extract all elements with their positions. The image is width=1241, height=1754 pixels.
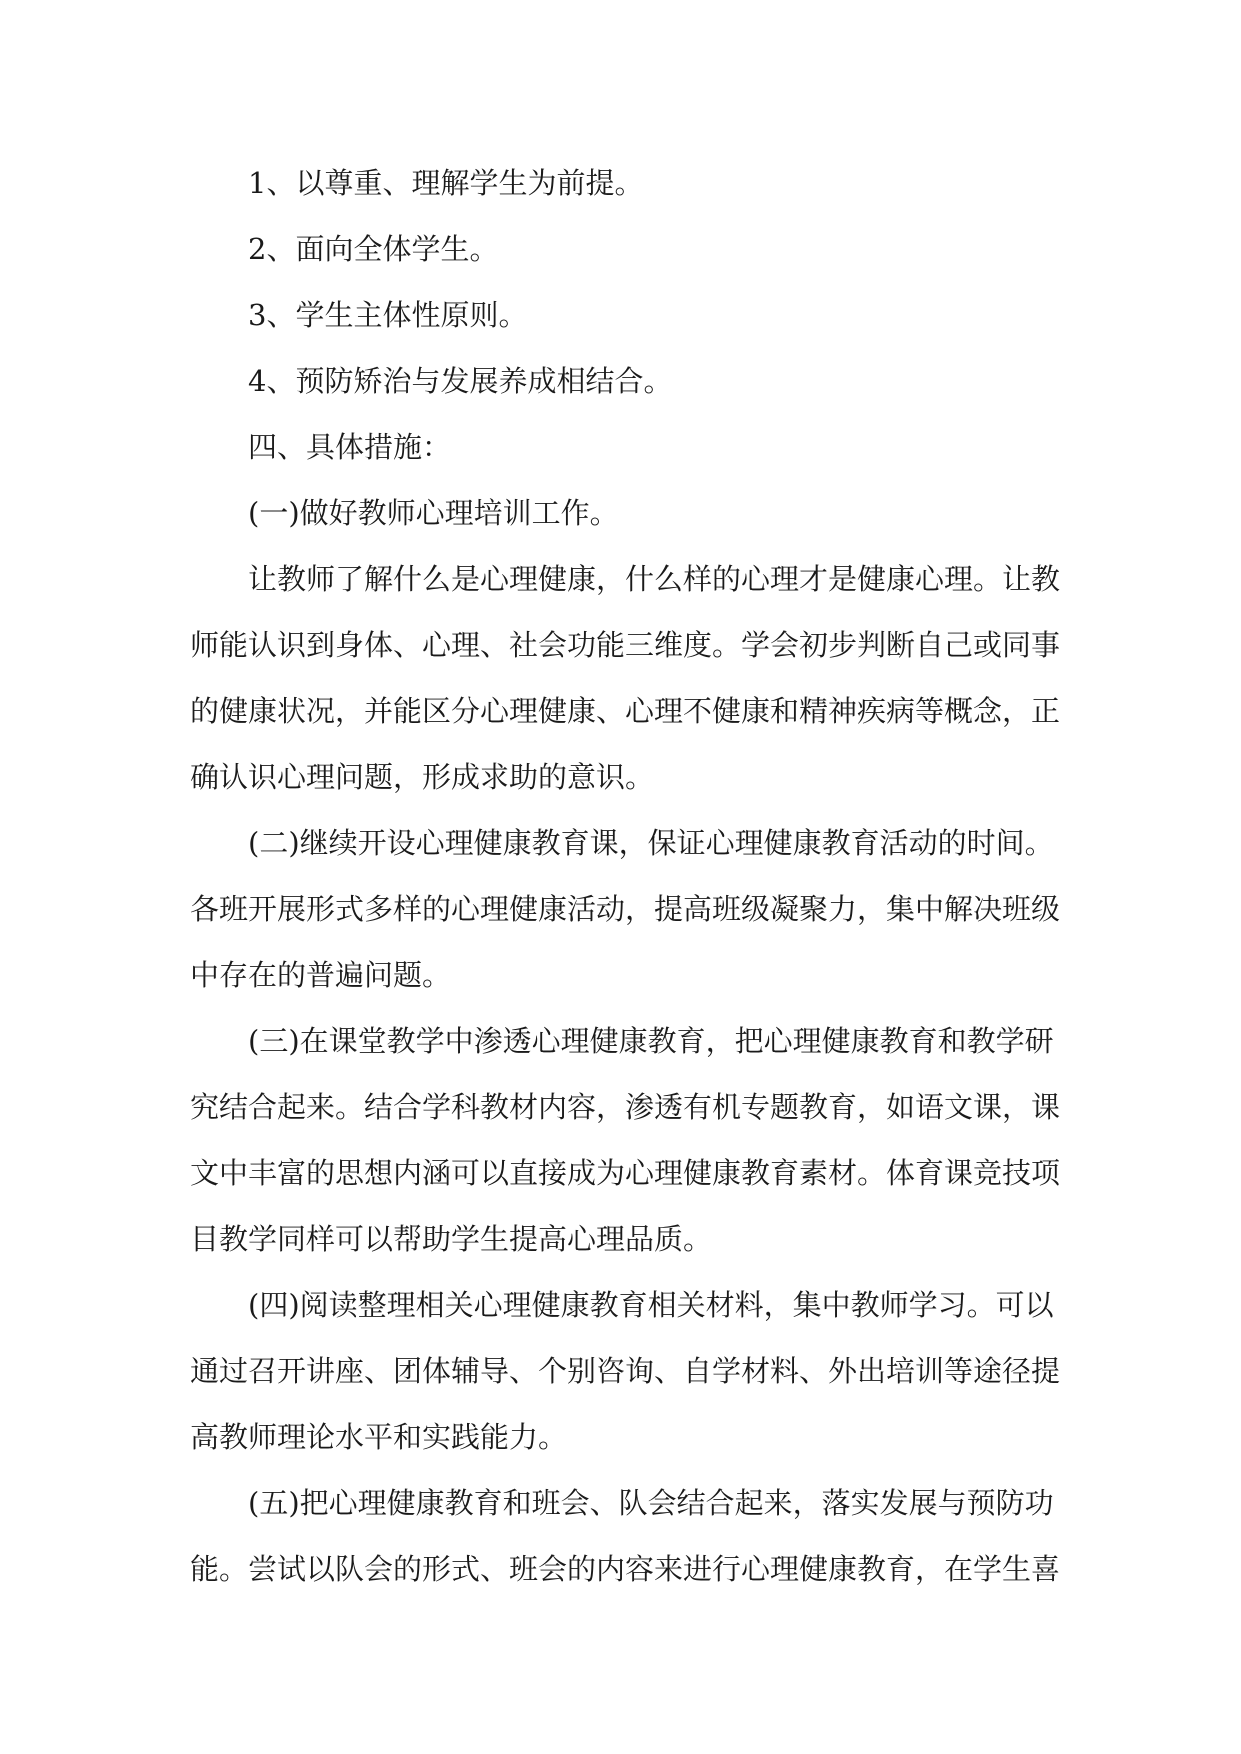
paragraph-line: 确认识心理问题，形成求助的意识。 xyxy=(190,760,655,794)
paragraph-reading-materials xyxy=(190,1272,1060,1470)
paragraph-teacher-training xyxy=(190,546,1060,810)
paragraph-class-meetings xyxy=(190,1470,1060,1602)
paragraph-line: 通过召开讲座、团体辅导、个别咨询、自学材料、外出培训等途径提 xyxy=(190,1354,1060,1388)
document-body xyxy=(190,150,1060,1602)
paragraph-line: 让教师了解什么是心理健康，什么样的心理才是健康心理。让教 xyxy=(248,562,1060,596)
paragraph-line: 能。尝试以队会的形式、班会的内容来进行心理健康教育，在学生喜 xyxy=(190,1552,1060,1586)
paragraph-psychology-course xyxy=(190,810,1060,1008)
paragraph-line: 中存在的普遍问题。 xyxy=(190,958,452,992)
paragraph-line: 各班开展形式多样的心理健康活动，提高班级凝聚力，集中解决班级 xyxy=(190,892,1060,926)
paragraph-line: (四)阅读整理相关心理健康教育相关材料，集中教师学习。可以 xyxy=(248,1288,1054,1322)
list-item: 3、学生主体性原则。 xyxy=(248,298,528,332)
paragraph-classroom-integration xyxy=(190,1008,1060,1272)
paragraph-line: 文中丰富的思想内涵可以直接成为心理健康教育素材。体育课竞技项 xyxy=(190,1156,1060,1190)
paragraph-line: (二)继续开设心理健康教育课，保证心理健康教育活动的时间。 xyxy=(248,826,1054,860)
paragraph-line: (五)把心理健康教育和班会、队会结合起来，落实发展与预防功 xyxy=(248,1486,1054,1520)
list-item: 2、面向全体学生。 xyxy=(248,232,499,266)
list-item: 1、以尊重、理解学生为前提。 xyxy=(248,166,644,200)
paragraph-line: (三)在课堂教学中渗透心理健康教育，把心理健康教育和教学研 xyxy=(248,1024,1054,1058)
paragraph-line: 究结合起来。结合学科教材内容，渗透有机专题教育，如语文课，课 xyxy=(190,1090,1060,1124)
paragraph-line: 高教师理论水平和实践能力。 xyxy=(190,1420,568,1454)
section-heading: 四、具体措施： xyxy=(248,430,452,464)
paragraph-line: 目教学同样可以帮助学生提高心理品质。 xyxy=(190,1222,713,1256)
list-item: 4、预防矫治与发展养成相结合。 xyxy=(248,364,673,398)
paragraph-line: 的健康状况，并能区分心理健康、心理不健康和精神疾病等概念，正 xyxy=(190,694,1060,728)
subsection-heading: (一)做好教师心理培训工作。 xyxy=(248,496,619,530)
paragraph-line: 师能认识到身体、心理、社会功能三维度。学会初步判断自己或同事 xyxy=(190,628,1060,662)
